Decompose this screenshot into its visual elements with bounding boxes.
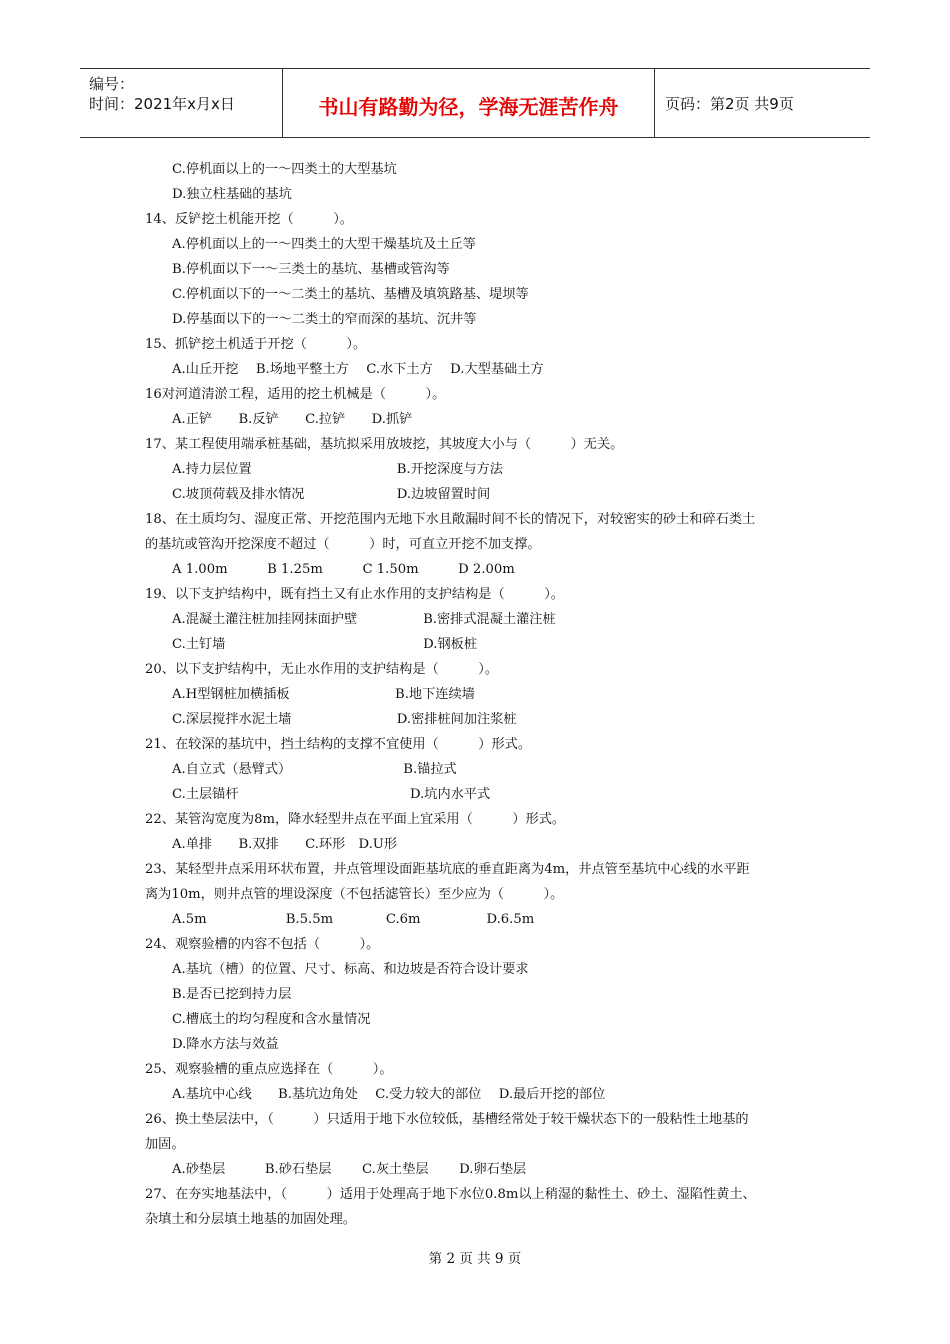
- text-line: 25、观察验槽的重点应选择在（ ）。: [145, 1062, 393, 1077]
- header-motto-cell: [283, 69, 655, 137]
- text-line: C.槽底土的均匀程度和含水量情况: [172, 1012, 371, 1027]
- text-line: C.土钉墙 D.钢板桩: [172, 637, 478, 652]
- text-line: 23、某轻型井点采用环状布置，井点管埋设面距基坑底的垂直距离为4m，井点管至基坑中心线的水平距: [145, 862, 750, 877]
- header-page-number: 页码：第2页 共9页: [665, 95, 794, 113]
- text-line: C.停机面以上的一～四类土的大型基坑: [172, 162, 397, 177]
- header-info-cell: [80, 69, 283, 137]
- text-line: 离为10m，则井点管的埋设深度（不包括滤管长）至少应为（ ）。: [145, 887, 564, 902]
- text-line: A.基坑（槽）的位置、尺寸、标高、和边坡是否符合设计要求: [172, 962, 529, 977]
- text-line: A.山丘开挖 B.场地平整土方 C.水下土方 D.大型基础土方: [172, 362, 544, 377]
- text-line: D.停基面以下的一～二类土的窄而深的基坑、沉井等: [172, 312, 477, 327]
- text-line: 20、以下支护结构中，无止水作用的支护结构是（ ）。: [145, 662, 499, 677]
- page-footer: 第 2 页 共 9 页: [428, 1251, 522, 1267]
- text-line: B.是否已挖到持力层: [172, 987, 292, 1002]
- text-line: 24、观察验槽的内容不包括（ ）。: [145, 937, 380, 952]
- text-line: 22、某管沟宽度为8m，降水轻型井点在平面上宜采用（ ）形式。: [145, 812, 566, 827]
- text-line: A.基坑中心线 B.基坑边角处 C.受力较大的部位 D.最后开挖的部位: [172, 1087, 606, 1102]
- text-line: 18、在土质均匀、湿度正常、开挖范围内无地下水且敞漏时间不长的情况下，对较密实的砂土和碎石类土: [145, 512, 756, 527]
- text-line: A.正铲 B.反铲 C.拉铲 D.抓铲: [172, 412, 413, 427]
- text-line: 19、以下支护结构中，既有挡土又有止水作用的支护结构是（ ）。: [145, 587, 564, 602]
- text-line: A.混凝土灌注桩加挂网抹面护壁 B.密排式混凝土灌注桩: [172, 612, 556, 627]
- text-line: 14、反铲挖土机能开挖（ ）。: [145, 212, 353, 227]
- document-code-label: 编号：: [89, 75, 135, 93]
- text-line: D.独立柱基础的基坑: [172, 187, 292, 202]
- text-line: 的基坑或管沟开挖深度不超过（ ）时，可直立开挖不加支撑。: [145, 537, 541, 552]
- text-line: B.停机面以下一～三类土的基坑、基槽或管沟等: [172, 262, 450, 277]
- text-line: C.土层锚杆 D.坑内水平式: [172, 787, 491, 802]
- text-line: 26、换土垫层法中，（ ）只适用于地下水位较低，基槽经常处于较干燥状态下的一般粘性土地基的: [145, 1112, 749, 1127]
- text-line: 杂填土和分层填土地基的加固处理。: [145, 1212, 356, 1227]
- text-line: A.自立式（悬臂式） B.锚拉式: [172, 762, 457, 777]
- text-line: 21、在较深的基坑中，挡土结构的支撑不宜使用（ ）形式。: [145, 737, 532, 752]
- header-motto: 书山有路勤为径，学海无涯苦作舟: [318, 95, 619, 119]
- text-line: A.H型钢桩加横插板 B.地下连续墙: [172, 687, 475, 702]
- text-line: D.降水方法与效益: [172, 1037, 279, 1052]
- text-line: A.5m B.5.5m C.6m D.6.5m: [172, 912, 535, 927]
- text-line: 15、抓铲挖土机适于开挖（ ）。: [145, 337, 367, 352]
- text-line: A.停机面以上的一～四类土的大型干燥基坑及土丘等: [172, 237, 476, 252]
- text-line: C.停机面以下的一～二类土的基坑、基槽及填筑路基、堤坝等: [172, 287, 529, 302]
- text-line: A.持力层位置 B.开挖深度与方法: [172, 462, 503, 477]
- header-page-cell: [655, 69, 870, 137]
- text-line: 17、某工程使用端承桩基础，基坑拟采用放坡挖，其坡度大小与（ ）无关。: [145, 437, 624, 452]
- text-line: C.坡顶荷载及排水情况 D.边坡留置时间: [172, 487, 491, 502]
- text-line: C.深层搅拌水泥土墙 D.密排桩间加注浆桩: [172, 712, 517, 727]
- text-line: A.砂垫层 B.砂石垫层 C.灰土垫层 D.卵石垫层: [172, 1162, 527, 1177]
- text-line: A.单排 B.双排 C.环形 D.U形: [172, 837, 398, 852]
- text-line: 加固。: [145, 1137, 185, 1152]
- text-line: A 1.00m B 1.25m C 1.50m D 2.00m: [172, 562, 515, 577]
- page-header: [80, 68, 870, 138]
- text-line: 16对河道清淤工程，适用的挖土机械是（ ）。: [145, 387, 446, 402]
- document-time-label: 时间：2021年x月x日: [89, 95, 235, 113]
- text-line: 27、在夯实地基法中，（ ）适用于处理高于地下水位0.8m以上稍湿的黏性土、砂土、湿陷性黄土、: [145, 1187, 756, 1202]
